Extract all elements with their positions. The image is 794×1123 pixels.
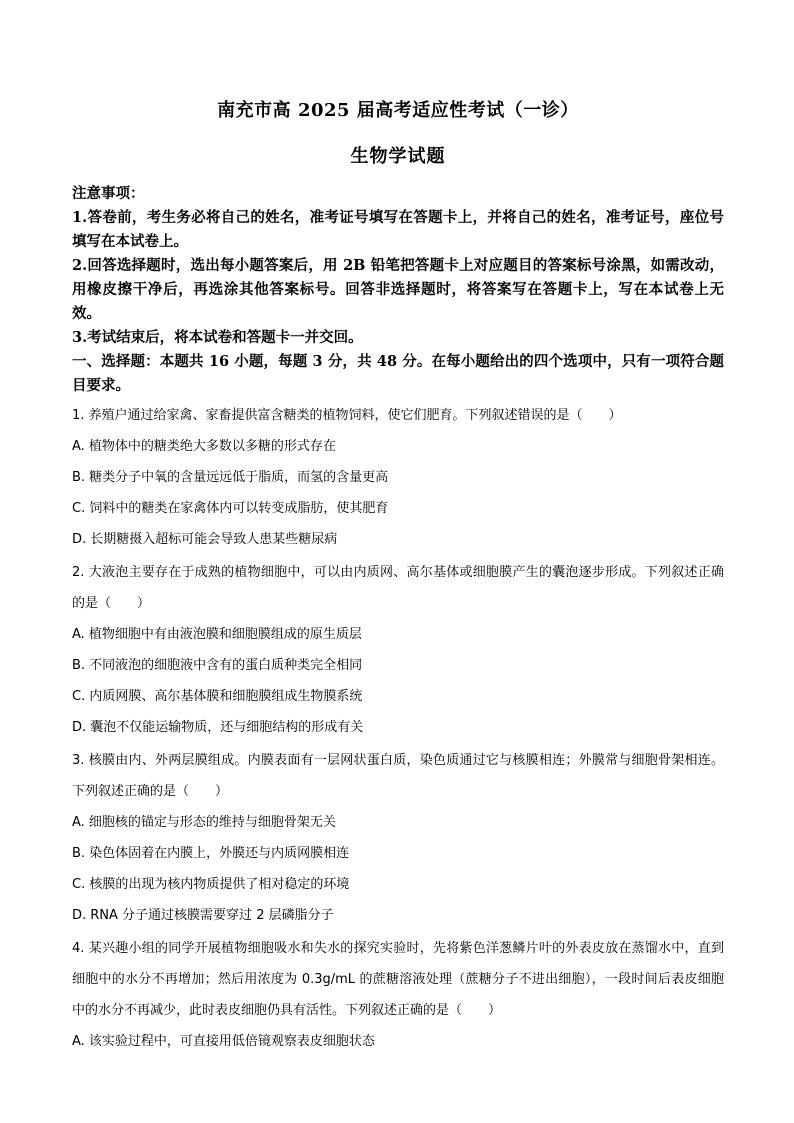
question-list bbox=[72, 400, 724, 1057]
section-heading: 一、选择题：本题共 16 小题，每题 3 分，共 48 分。在每小题给出的四个选项中，只有一项符合题目要求。 bbox=[72, 353, 724, 394]
question-option: A. 植物细胞中有由液泡膜和细胞膜组成的原生质层 bbox=[72, 627, 362, 642]
notes-block bbox=[72, 182, 724, 350]
question-option: D. 长期糖摄入超标可能会导致人患某些糖尿病 bbox=[72, 532, 338, 547]
question-stem: 4. 某兴趣小组的同学开展植物细胞吸水和失水的探究实验时，先将紫色洋葱鳞片叶的外表皮放在蒸馏水中，直到细胞中的水分不再增加；然后用浓度为 0.3g/mL 的蔗糖溶液处理（蔗糖分子不进出细胞），一段时间后表皮细胞中的水分不再减少，此时表皮细胞仍具有活性。下列叙述正确的是（ ） bbox=[72, 941, 724, 1018]
question-option: B. 糖类分子中氧的含量远远低于脂质，而氢的含量更高 bbox=[72, 470, 389, 485]
question-option: C. 内质网膜、高尔基体膜和细胞膜组成生物膜系统 bbox=[72, 689, 363, 704]
question-option: A. 细胞核的锚定与形态的维持与细胞骨架无关 bbox=[72, 815, 336, 830]
question-option: A. 该实验过程中，可直接用低倍镜观察表皮细胞状态 bbox=[72, 1034, 375, 1049]
question-option: D. 囊泡不仅能运输物质，还与细胞结构的形成有关 bbox=[72, 720, 364, 735]
question-stem: 1. 养殖户通过给家禽、家畜提供富含糖类的植物饲料，使它们肥育。下列叙述错误的是（ ） bbox=[72, 408, 622, 423]
page-title: 南充市高 2025 届高考适应性考试（一诊） bbox=[217, 100, 579, 121]
exam-page bbox=[72, 84, 724, 1057]
notes-item-1: 1.答卷前，考生务必将自己的姓名，准考证号填写在答题卡上，并将自己的姓名，准考证号，座位号填写在本试卷上。 bbox=[72, 209, 724, 250]
notes-item-3: 3.考试结束后，将本试卷和答题卡一并交回。 bbox=[72, 329, 363, 346]
question-option: D. RNA 分子通过核膜需要穿过 2 层磷脂分子 bbox=[72, 908, 334, 923]
question-1 bbox=[72, 400, 724, 555]
question-stem: 2. 大液泡主要存在于成熟的植物细胞中，可以由内质网、高尔基体或细胞膜产生的囊泡逐步形成。下列叙述正确的是（ ） bbox=[72, 565, 724, 611]
question-2 bbox=[72, 557, 724, 743]
question-3 bbox=[72, 745, 724, 931]
question-option: B. 染色体固着在内膜上，外膜还与内质网膜相连 bbox=[72, 846, 350, 861]
question-4 bbox=[72, 933, 724, 1057]
notes-heading: 注意事项： bbox=[72, 185, 145, 202]
question-option: C. 饲料中的糖类在家禽体内可以转变成脂肪，使其肥育 bbox=[72, 501, 389, 516]
question-stem: 3. 核膜由内、外两层膜组成。内膜表面有一层网状蛋白质，染色质通过它与核膜相连；外膜常与细胞骨架相连。下列叙述正确的是（ ） bbox=[72, 753, 724, 799]
page-subtitle: 生物学试题 bbox=[350, 146, 446, 167]
notes-item-2: 2.回答选择题时，选出每小题答案后，用 2B 铅笔把答题卡上对应题目的答案标号涂黑，如需改动，用橡皮擦干净后，再选涂其他答案标号。回答非选择题时，将答案写在答题卡上，写在本试卷上无效。 bbox=[72, 257, 724, 322]
question-option: C. 核膜的出现为核内物质提供了相对稳定的环境 bbox=[72, 877, 350, 892]
question-option: A. 植物体中的糖类绝大多数以多糖的形式存在 bbox=[72, 439, 336, 454]
question-option: B. 不同液泡的细胞液中含有的蛋白质种类完全相同 bbox=[72, 658, 363, 673]
